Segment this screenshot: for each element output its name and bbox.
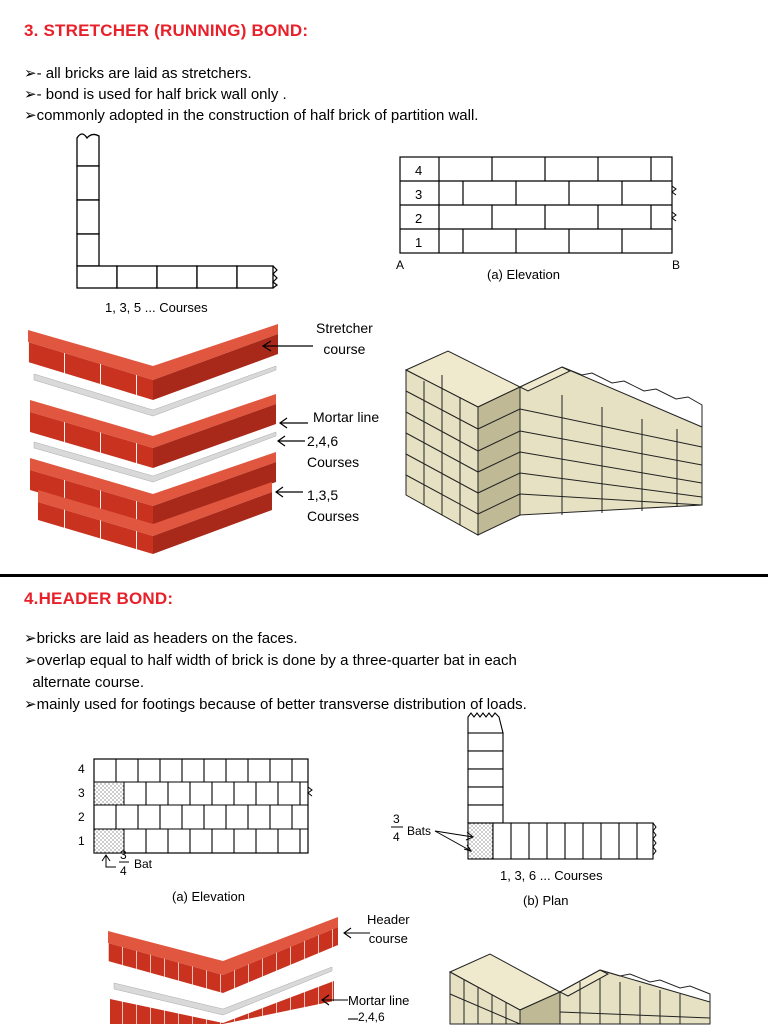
plan-courses-label: 1, 3, 5 ... Courses xyxy=(105,300,208,315)
header-isometric-wall xyxy=(450,952,710,1024)
stretcher-isometric-wall xyxy=(402,345,722,545)
bullet-item: ➢- all bricks are laid as stretchers. xyxy=(24,65,252,82)
bullet-item: ➢commonly adopted in the construction of half brick of partition wall. xyxy=(24,107,479,124)
elevation-course-number: 1 xyxy=(78,834,85,848)
elevation-end-b: B xyxy=(672,258,681,272)
plan-caption: (b) Plan xyxy=(523,893,569,908)
bullet-item: ➢- bond is used for half brick wall only . xyxy=(24,86,287,103)
elevation-end-a: A xyxy=(396,258,405,272)
elevation-course-number: 4 xyxy=(415,163,423,178)
mortar-line-label: Mortar line xyxy=(313,409,380,425)
stretcher-plan-diagram xyxy=(60,128,290,293)
bats-fraction-top: 3 xyxy=(393,812,400,826)
header-course-label: Header course xyxy=(367,912,410,946)
header-bond-title: 4.HEADER BOND: xyxy=(24,589,174,608)
elevation-course-number: 3 xyxy=(78,786,85,800)
header-bond-bullets xyxy=(24,628,527,716)
bullet-item: ➢overlap equal to half width of brick is done by a three-quarter bat in each xyxy=(24,652,517,669)
odd-courses-label: 1,3,5 Courses xyxy=(307,487,360,524)
elevation-caption: (a) Elevation xyxy=(487,267,560,282)
elevation-course-number: 2 xyxy=(415,211,423,226)
even-courses-label: 2,4,6 Courses xyxy=(307,433,360,470)
bat-fraction-bottom: 4 xyxy=(120,864,127,878)
bat-fraction-top: 3 xyxy=(120,848,127,862)
header-even-courses-label: 2,4,6 xyxy=(358,1010,385,1024)
elevation-course-number: 3 xyxy=(415,187,423,202)
stretcher-bond-bullets xyxy=(24,63,478,126)
bullet-item: ➢bricks are laid as headers on the faces. xyxy=(24,630,298,647)
elevation-course-number: 1 xyxy=(415,235,423,250)
bats-fraction-bottom: 4 xyxy=(393,830,400,844)
stretcher-elevation-diagram xyxy=(395,150,695,290)
bat-label: Bat xyxy=(134,857,153,871)
stretcher-bond-title: 3. STRETCHER (RUNNING) BOND: xyxy=(24,21,309,40)
bullet-item: ➢mainly used for footings because of better transverse distribution of loads. xyxy=(24,696,527,713)
bats-label: Bats xyxy=(407,824,432,838)
elevation-course-number: 4 xyxy=(78,762,85,776)
header-mortar-line-label: Mortar line xyxy=(348,993,410,1008)
stretcher-course-label: Stretcher course xyxy=(316,320,373,357)
bullet-item: alternate course. xyxy=(24,674,145,691)
header-bond-section xyxy=(0,577,768,1024)
header-plan-diagram xyxy=(385,711,675,911)
elevation-course-number: 2 xyxy=(78,810,85,824)
header-elevation-diagram xyxy=(72,755,322,905)
plan-courses-label: 1, 3, 6 ... Courses xyxy=(500,868,603,883)
header-elevation-caption: (a) Elevation xyxy=(172,889,245,904)
